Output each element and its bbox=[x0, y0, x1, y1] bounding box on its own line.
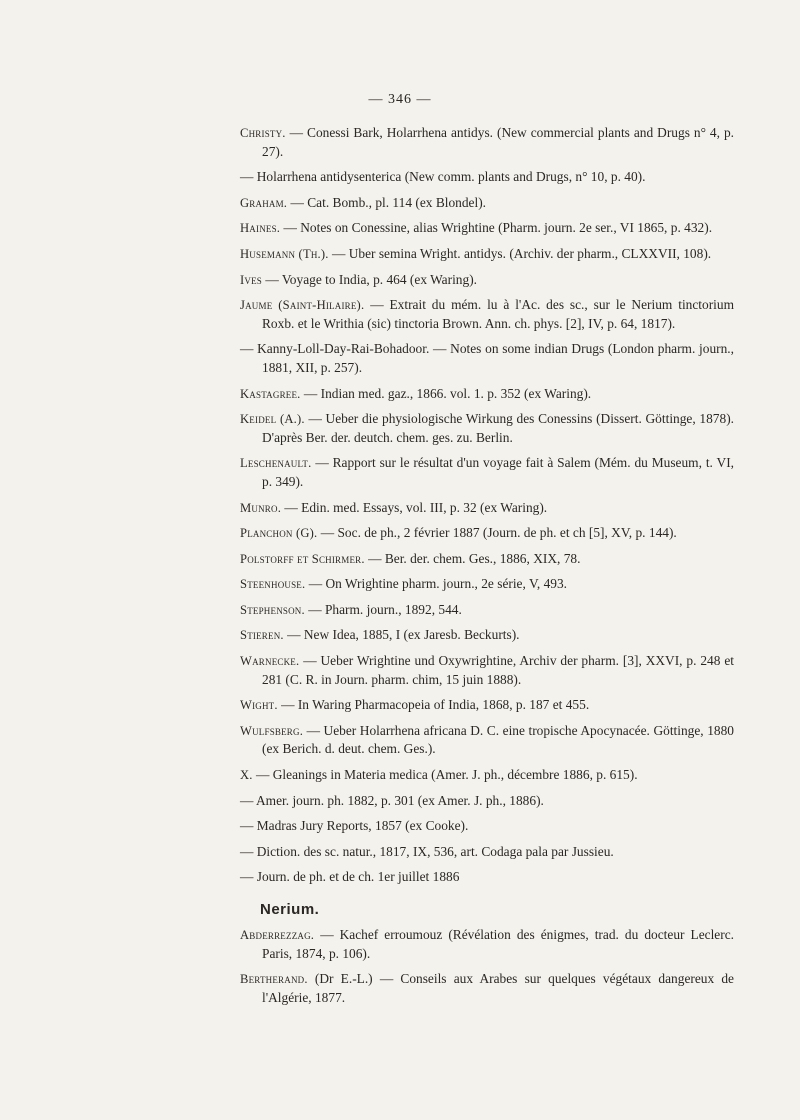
bibliography-entry bbox=[240, 410, 735, 447]
entry-author: Wight. bbox=[240, 698, 278, 713]
bibliography-entry bbox=[240, 550, 734, 569]
entry-text: — Journ. de ph. et de ch. 1er juillet 1886 bbox=[240, 869, 460, 885]
bibliography-entry bbox=[240, 722, 734, 759]
entry-text: — Rapport sur le résultat d'un voyage fait à Salem (Mém. du Museum, t. VI, p. 349). bbox=[262, 455, 734, 489]
entry-author: Warnecke. bbox=[240, 654, 300, 669]
entry-author: Ives bbox=[240, 272, 262, 287]
entry-author: Stephenson. bbox=[240, 602, 305, 617]
bibliography-entry bbox=[240, 499, 734, 518]
entry-author: Bertherand. bbox=[240, 972, 308, 987]
bibliography-entry bbox=[240, 817, 734, 836]
bibliography-entry bbox=[240, 124, 734, 161]
entry-author: Jaume (Saint-Hilaire). bbox=[240, 298, 365, 313]
entry-text: — Gleanings in Materia medica (Amer. J. ph., décembre 1886, p. 615). bbox=[256, 767, 638, 783]
bibliography-entry bbox=[240, 696, 734, 715]
entry-author: Wulfsberg. bbox=[240, 723, 304, 738]
entry-text: — In Waring Pharmacopeia of India, 1868, p. 187 et 455. bbox=[281, 697, 590, 713]
entry-text: — Kanny-Loll-Day-Rai-Bohadoor. — Notes on some indian Drugs (London pharm. journ., 1881, XII, p. 257). bbox=[240, 341, 734, 375]
entry-text: — Amer. journ. ph. 1882, p. 301 (ex Amer. J. ph., 1886). bbox=[240, 792, 544, 808]
entry-author: Planchon (G). bbox=[240, 526, 318, 541]
entry-text: — Conessi Bark, Holarrhena antidys. (New commercial plants and Drugs n° 4, p. 27). bbox=[262, 125, 734, 159]
entry-author: Christy. bbox=[240, 126, 286, 140]
entry-text: — Uber semina Wright. antidys. (Archiv. der pharm., CLXXVII, 108). bbox=[331, 245, 712, 261]
entry-text: — Ber. der. chem. Ges., 1886, XIX, 78. bbox=[368, 550, 581, 566]
bibliography-entry bbox=[240, 296, 735, 333]
bibliography-entry bbox=[240, 454, 734, 491]
bibliography-entry bbox=[240, 524, 734, 543]
bibliography-entry bbox=[240, 219, 734, 238]
entry-author: Haines. bbox=[240, 221, 281, 236]
entry-author: Leschenault. bbox=[240, 456, 312, 471]
entry-text: — Notes on Conessine, alias Wrightine (Pharm. journ. 2e ser., VI 1865, p. 432). bbox=[283, 220, 713, 236]
entry-text: — Madras Jury Reports, 1857 (ex Cooke). bbox=[240, 818, 469, 834]
bibliography-entry bbox=[240, 652, 734, 689]
bibliography-entry bbox=[240, 385, 734, 404]
bibliography-entry bbox=[240, 626, 734, 645]
entry-text: — Soc. de ph., 2 février 1887 (Journ. de ph. et ch [5], XV, p. 144). bbox=[320, 525, 677, 541]
bibliography-entry bbox=[240, 792, 734, 811]
entry-author: Keidel (A.). bbox=[240, 412, 305, 427]
entry-author: Steenhouse. bbox=[240, 577, 306, 592]
entry-text: — Extrait du mém. lu à l'Ac. des sc., sur le Nerium tinctorium Roxb. et le Writhia (sic) tinctoria Brown. Ann. ch. phys. [2], IV, p. 64, 1817). bbox=[262, 297, 735, 331]
entry-author: Kastagree. bbox=[240, 386, 301, 401]
bibliography-entry bbox=[240, 843, 734, 862]
bibliography-entry bbox=[240, 245, 734, 264]
entry-text: — Ueber Holarrhena africana D. C. eine tropische Apocynacée. Göttinge, 1880 (ex Berich. d. deut. chem. Ges.). bbox=[262, 722, 734, 757]
bibliography-entry bbox=[240, 194, 734, 213]
entry-author: Munro. bbox=[240, 500, 282, 515]
entry-text: — New Idea, 1885, I (ex Jaresb. Beckurts). bbox=[287, 627, 520, 643]
bibliography-entry bbox=[240, 168, 734, 187]
entry-text: — Holarrhena antidysenterica (New comm. plants and Drugs, n° 10, p. 40). bbox=[240, 169, 646, 185]
entry-text: — Pharm. journ., 1892, 544. bbox=[308, 601, 462, 617]
entry-text: — Edin. med. Essays, vol. III, p. 32 (ex Waring). bbox=[284, 499, 548, 515]
entry-author: Abderrezzag. bbox=[240, 928, 315, 942]
bibliography-entry bbox=[240, 868, 734, 887]
entry-author: X. bbox=[240, 768, 253, 783]
entry-text: — On Wrightine pharm. journ., 2e série, V, 493. bbox=[308, 576, 568, 592]
bibliography-list bbox=[0, 124, 800, 1014]
entry-author: Stieren. bbox=[240, 628, 284, 643]
entry-text: — Kachef erroumouz (Révélation des énigmes, trad. du docteur Leclerc. Paris, 1874, p. 106). bbox=[262, 927, 734, 961]
bibliography-entry bbox=[240, 926, 734, 963]
entry-text: — Ueber die physiologische Wirkung des Conessins (Dissert. Göttinge, 1878). D'après Ber. der. deutch. chem. ges. zu. Berlin. bbox=[262, 411, 735, 445]
entry-text: — Diction. des sc. natur., 1817, IX, 536, art. Codaga pala par Jussieu. bbox=[240, 843, 614, 859]
entry-text: (Dr E.-L.) — Conseils aux Arabes sur quelques végétaux dangereux de l'Algérie, 1877. bbox=[262, 971, 734, 1005]
bibliography-entry bbox=[240, 340, 734, 377]
bibliography-entry bbox=[240, 970, 734, 1007]
entry-text: — Cat. Bomb., pl. 114 (ex Blondel). bbox=[290, 194, 487, 210]
entry-author: Polstorff et Schirmer. bbox=[240, 551, 365, 566]
bibliography-entry bbox=[240, 575, 734, 594]
entry-text: — Indian med. gaz., 1866. vol. 1. p. 352 (ex Waring). bbox=[303, 385, 592, 401]
bibliography-entry bbox=[240, 271, 734, 290]
entry-text: — Voyage to India, p. 464 (ex Waring). bbox=[265, 271, 478, 287]
entry-author: Husemann (Th.). bbox=[240, 246, 329, 261]
entry-author: Graham. bbox=[240, 195, 288, 210]
bibliography-entry bbox=[240, 766, 734, 785]
entry-text: — Ueber Wrightine und Oxywrightine, Archiv der pharm. [3], XXVI, p. 248 et 281 (C. R. in Journ. pharm. chim, 15 juin 1888). bbox=[262, 653, 734, 687]
bibliography-entry bbox=[240, 601, 734, 620]
section-heading: Nerium. bbox=[260, 901, 320, 918]
page-number: — 346 — bbox=[368, 92, 432, 107]
